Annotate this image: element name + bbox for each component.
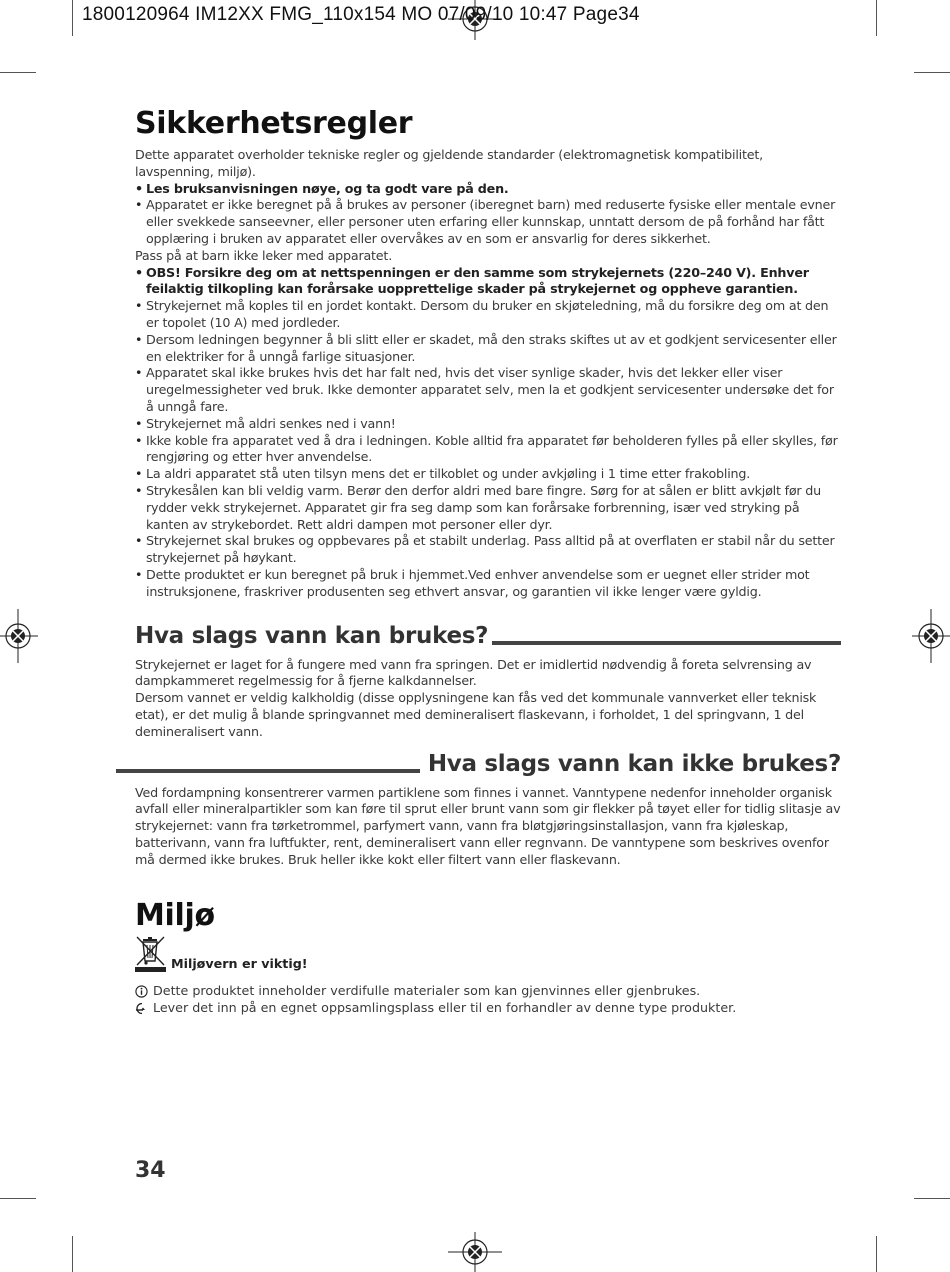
crop-mark (914, 72, 950, 73)
registration-mark-icon (0, 609, 38, 663)
heading-rule (492, 641, 841, 645)
safety-item: • Les bruksanvisningen nøye, og ta godt vare på den. (135, 181, 841, 198)
safety-item: • Strykejernet må aldri senkes ned i vann! (135, 416, 841, 433)
safety-item: • Strykesålen kan bli veldig varm. Berør den derfor aldri med bare fingre. Sørg for at sålen er blitt avkjølt før du rydder vekk strykejernet. Apparatet gir fra seg damp som kan forårsake forbrenning, især ved stryking på kanten av strykebordet. Rett aldri dampen mot personer eller dyr. (135, 483, 841, 533)
safety-item: • Dette produktet er kun beregnet på bruk i hjemmet.Ved enhver anvendelse som er uegnet eller strider mot instruksjonene, fraskriver produsenten seg ethvert ansvar, og garantien vil ikke lenger være gyldig. (135, 567, 841, 601)
arrow-right-icon (135, 1002, 148, 1015)
crop-mark (72, 1236, 73, 1272)
water-ok-heading (135, 623, 841, 649)
safety-item: • Dersom ledningen begynner å bli slitt eller er skadet, må den straks skiftes ut av et godkjent servicesenter eller en elektriker for å unngå farlige situasjoner. (135, 332, 841, 366)
crop-mark (876, 0, 877, 36)
safety-list (135, 181, 841, 601)
heading-rule (116, 769, 420, 773)
crop-mark (0, 72, 36, 73)
safety-item: • Strykejernet må koples til en jordet kontakt. Dersom du bruker en skjøteledning, må du forsikre deg om at den er topolet (10 A) med jordleder. (135, 298, 841, 332)
environment-line (135, 983, 841, 1000)
safety-item: • La aldri apparatet stå uten tilsyn mens det er tilkoblet og under avkjøling i 1 time etter frakobling. (135, 466, 841, 483)
print-header: 1800120964 IM12XX FMG_110x154 MO 07/09/10 10:47 Page34 (82, 4, 640, 25)
safety-intro: Dette apparatet overholder tekniske regler og gjeldende standarder (elektromagnetisk kompatibilitet, lavspenning, miljø). (135, 147, 763, 179)
info-icon (135, 985, 148, 998)
water-ok-para: Dersom vannet er veldig kalkholdig (disse opplysningene kan fås ved det kommunale vannverket eller teknisk etat), er det mulig å blande springvannet med demineralisert flaskevann, i forholdet, 1 del springvann, 1 del demineralisert vann. (135, 690, 817, 739)
water-ok-title: Hva slags vann kan brukes? (135, 622, 489, 649)
water-not-ok-heading (135, 751, 841, 777)
safety-title: Sikkerhetsregler (135, 106, 413, 141)
safety-item: • OBS! Forsikre deg om at nettspenningen er den samme som strykejernets (220–240 V). Enhver feilaktig tilkopling kan forårsake uopprettelige skader på strykejernet og oppheve garantien. (135, 265, 841, 299)
crossed-bin-icon (135, 935, 167, 973)
water-not-ok-para: Ved fordampning konsentrerer varmen partiklene som finnes i vannet. Vanntypene nedenfor inneholder organisk avfall eller mineralpartikler som kan føre til sprut eller brunt vann som gir flekker på tøyet eller for tidlig slitasje av strykejernet: vann fra tørketrommel, parfymert vann, vann fra bløtgjøringsinstallasjon, vann fra kjøleskap, batterivann, vann fra luftfukter, rent, demineralisert vann eller regnvann. De vanntypene som beskrives ovenfor må dermed ikke brukes. Bruk heller ikke kokt eller filtert vann eller flaskevann. (135, 784, 841, 867)
water-ok-para: Strykejernet er laget for å fungere med vann fra springen. Det er imidlertid nødvendig å foreta selvrensing av dampkammeret regelmessig for å fjerne kalkdannelser. (135, 656, 812, 689)
crop-mark (876, 1236, 877, 1272)
environment-label: Miljøvern er viktig! (171, 956, 308, 972)
page-number: 34 (135, 1158, 166, 1183)
environment-text: Lever det inn på en egnet oppsamlingsplass eller til en forhandler av denne type produkter. (153, 1000, 737, 1016)
environment-line (135, 1000, 841, 1017)
water-not-ok-title: Hva slags vann kan ikke brukes? (427, 750, 841, 777)
environment-label-row (135, 935, 841, 973)
registration-mark-icon (448, 1232, 502, 1272)
environment-text: Dette produktet inneholder verdifulle materialer som kan gjenvinnes eller gjenbrukes. (153, 983, 701, 999)
safety-item-note: Pass på at barn ikke leker med apparatet. (135, 247, 393, 263)
registration-mark-icon (912, 609, 950, 663)
safety-item: • Ikke koble fra apparatet ved å dra i ledningen. Koble alltid fra apparatet før beholderen fylles på eller skylles, før rengjøring og etter hver anvendelse. (135, 433, 841, 467)
crop-mark (72, 0, 73, 36)
crop-mark (0, 1198, 36, 1199)
environment-title: Miljø (135, 898, 215, 934)
safety-item: • Apparatet er ikke beregnet på å brukes av personer (iberegnet barn) med reduserte fysiske eller mentale evner eller svekkede sanseevner, eller personer uten erfaring eller kunnskap, unntatt dersom de på forhånd har fått opplæring i bruken av apparatet eller overvåkes av en som er ansvarlig for deres sikkerhet. (135, 197, 841, 247)
crop-mark (914, 1198, 950, 1199)
page-content (135, 106, 841, 1017)
safety-item: • Apparatet skal ikke brukes hvis det har falt ned, hvis det viser synlige skader, hvis det lekker eller viser uregelmessigheter ved bruk. Ikke demonter apparatet selv, men la et godkjent servicesenter undersøke det for å unngå fare. (135, 365, 841, 415)
safety-item: • Strykejernet skal brukes og oppbevares på et stabilt underlag. Pass alltid på at overflaten er stabil når du setter strykejernet på høykant. (135, 533, 841, 567)
